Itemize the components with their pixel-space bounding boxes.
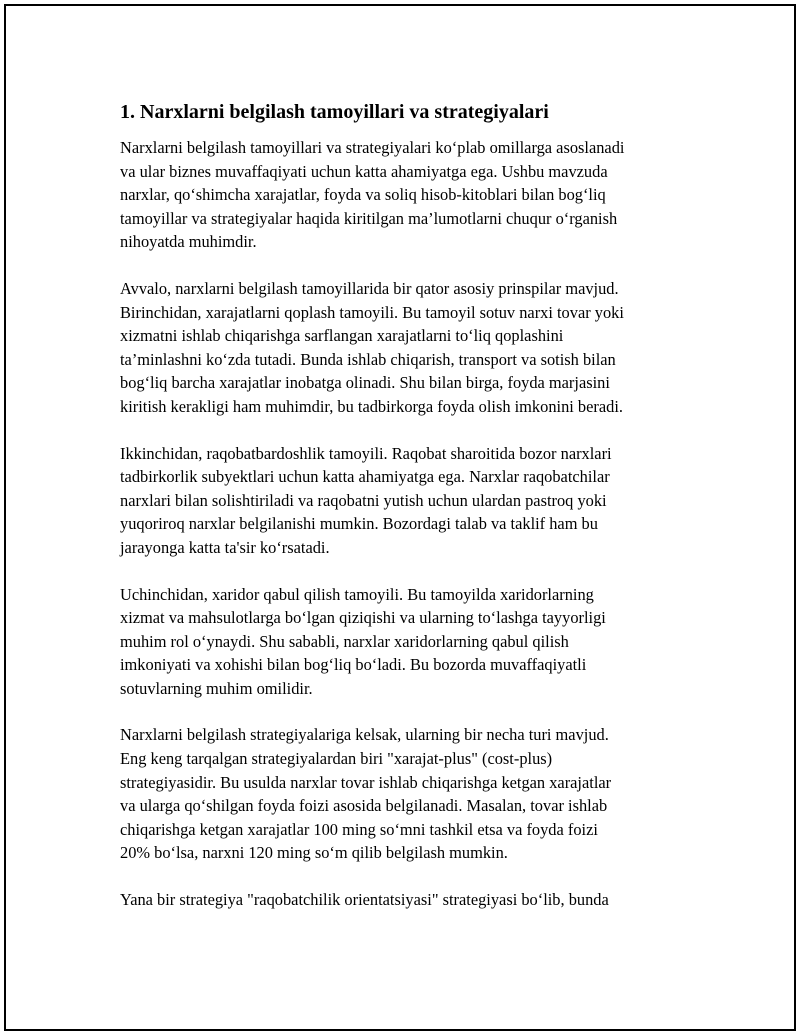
paragraph-line: chiqarishga ketgan xarajatlar 100 ming so‘mni tashkil etsa va foyda foizi <box>120 819 598 839</box>
paragraph-line: sotuvlarning muhim omilidir. <box>120 678 313 698</box>
paragraph-line: Narxlarni belgilash strategiyalariga kelsak, ularning bir necha turi mavjud. <box>120 725 609 745</box>
paragraph-line: bog‘liq barcha xarajatlar inobatga olinadi. Shu bilan birga, foyda marjasini <box>120 373 610 393</box>
paragraph-line: xizmatni ishlab chiqarishga sarflangan xarajatlarni to‘liq qoplashini <box>120 326 564 346</box>
paragraph-line: va ularga qo‘shilgan foyda foizi asosida belgilanadi. Masalan, tovar ishlab <box>120 796 608 816</box>
paragraph <box>120 723 700 865</box>
paragraph-line: Birinchidan, xarajatlarni qoplash tamoyili. Bu tamoyil sotuv narxi tovar yoki <box>120 302 624 322</box>
paragraph-line: xizmat va mahsulotlarga bo‘lgan qiziqishi va ularning to‘lashga tayyorligi <box>120 608 606 628</box>
page-frame <box>4 4 796 1031</box>
paragraph-line: tadbirkorlik subyektlari uchun katta ahamiyatga ega. Narxlar raqobatchilar <box>120 467 610 487</box>
paragraph-line: va ular biznes muvaffaqiyati uchun katta ahamiyatga ega. Ushbu mavzuda <box>120 161 608 181</box>
paragraph-line: imkoniyati va xohishi bilan bog‘liq bo‘ladi. Bu bozorda muvaffaqiyatli <box>120 655 587 675</box>
paragraph-line: nihoyatda muhimdir. <box>120 232 257 252</box>
paragraph-line: yuqoriroq narxlar belgilanishi mumkin. Bozordagi talab va taklif ham bu <box>120 514 598 534</box>
paragraph <box>120 277 700 419</box>
paragraph-line: narxlari bilan solishtiriladi va raqobatni yutish uchun ulardan pastroq yoki <box>120 490 607 510</box>
paragraph-line: narxlar, qo‘shimcha xarajatlar, foyda va soliq hisob-kitoblari bilan bog‘liq <box>120 185 606 205</box>
document-body <box>120 98 700 935</box>
paragraph-line: jarayonga katta ta'sir ko‘rsatadi. <box>120 537 330 557</box>
paragraph <box>120 442 700 560</box>
paragraph-line: Yana bir strategiya "raqobatchilik orientatsiyasi" strategiyasi bo‘lib, bunda <box>120 890 609 910</box>
paragraph <box>120 888 700 912</box>
paragraph-line: Eng keng tarqalgan strategiyalardan biri "xarajat-plus" (cost-plus) <box>120 749 553 769</box>
paragraph-line: kiritish kerakligi ham muhimdir, bu tadbirkorga foyda olish imkonini beradi. <box>120 396 623 416</box>
paragraph-line: muhim rol o‘ynaydi. Shu sababli, narxlar xaridorlarning qabul qilish <box>120 631 569 651</box>
paragraph-line: ta’minlashni ko‘zda tutadi. Bunda ishlab chiqarish, transport va sotish bilan <box>120 349 616 369</box>
paragraph-line: Uchinchidan, xaridor qabul qilish tamoyili. Bu tamoyilda xaridorlarning <box>120 584 594 604</box>
paragraph <box>120 136 700 254</box>
paragraph-line: tamoyillar va strategiyalar haqida kiritilgan ma’lumotlarni chuqur o‘rganish <box>120 208 618 228</box>
paragraph-line: 20% bo‘lsa, narxni 120 ming so‘m qilib belgilash mumkin. <box>120 843 508 863</box>
document-title: 1. Narxlarni belgilash tamoyillari va strategiyalari <box>120 101 549 123</box>
paragraph-list <box>120 136 700 912</box>
paragraph-line: Ikkinchidan, raqobatbardoshlik tamoyili. Raqobat sharoitida bozor narxlari <box>120 443 612 463</box>
paragraph <box>120 583 700 701</box>
paragraph-line: Narxlarni belgilash tamoyillari va strategiyalari ko‘plab omillarga asoslanadi <box>120 138 625 157</box>
paragraph-line: strategiyasidir. Bu usulda narxlar tovar ishlab chiqarishga ketgan xarajatlar <box>120 772 612 792</box>
paragraph-line: Avvalo, narxlarni belgilash tamoyillarida bir qator asosiy prinspilar mavjud. <box>120 278 619 298</box>
